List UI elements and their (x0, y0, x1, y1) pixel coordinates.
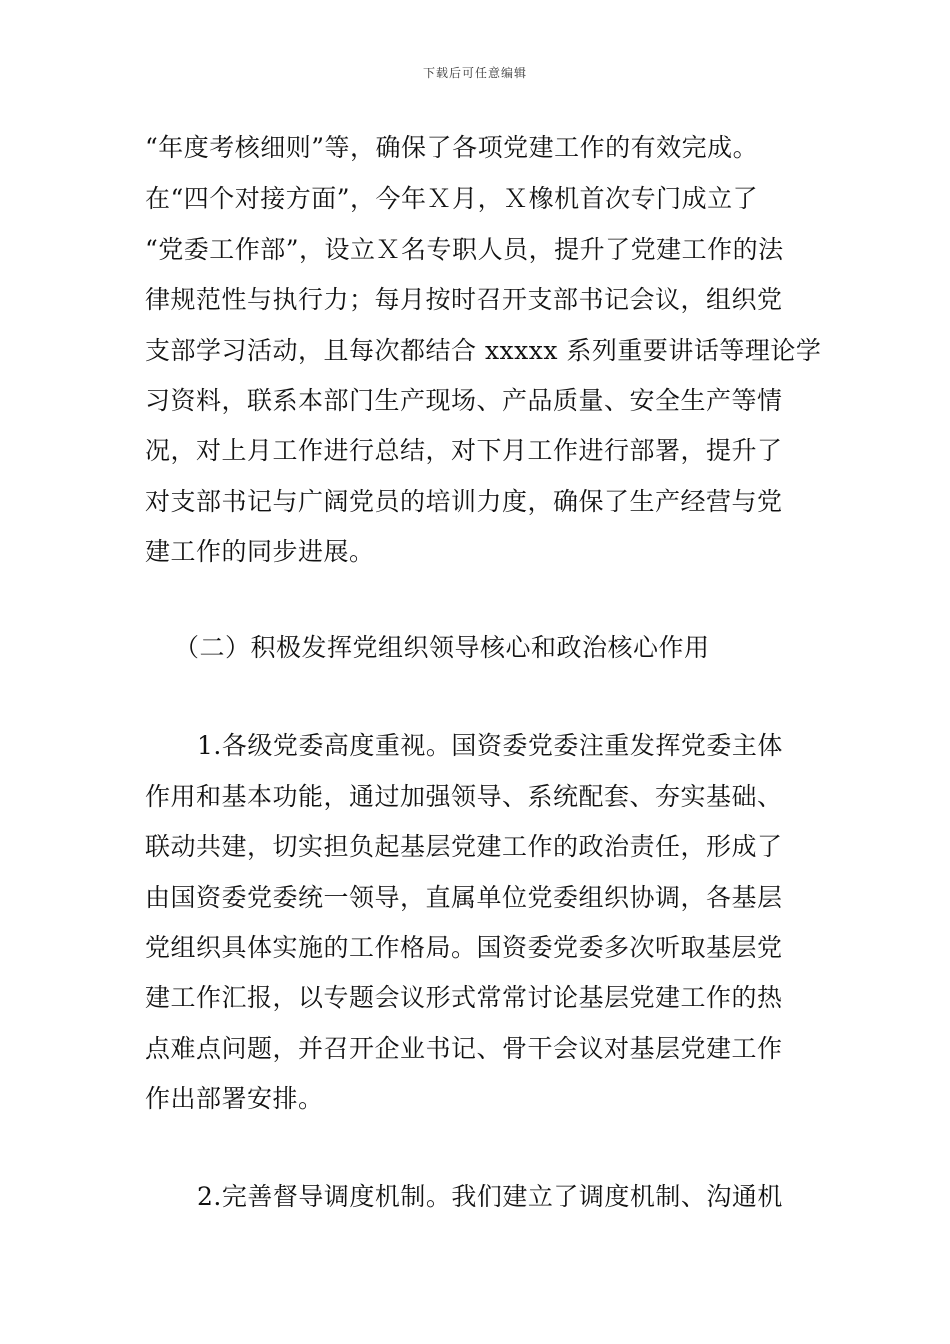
section-heading: （二）积极发挥党组织领导核心和政治核心作用 (174, 633, 710, 662)
text-line: 律规范性与执行力；每月按时召开支部书记会议，组织党 (145, 285, 783, 314)
text-line: “年度考核细则”等，确保了各项党建工作的有效完成。 (145, 133, 759, 162)
paragraph-first-line: 2.完善督导调度机制。我们建立了调度机制、沟通机 (197, 1182, 783, 1211)
text-line: 习资料，联系本部门生产现场、产品质量、安全生产等情 (145, 386, 783, 415)
page-header-note: 下载后可任意编辑 (422, 66, 527, 80)
text-line: 对支部书记与广阔党员的培训力度，确保了生产经营与党 (145, 487, 783, 516)
text-line: 建工作汇报，以专题会议形式常常讨论基层党建工作的热 (145, 983, 783, 1012)
text-line: 况，对上月工作进行总结，对下月工作进行部署，提升了 (145, 436, 783, 465)
text-line: 由国资委党委统一领导，直属单位党委组织协调，各基层 (145, 883, 783, 912)
text-line: 作用和基本功能，通过加强领导、系统配套、夯实基础、 (145, 782, 783, 811)
text-line: 支部学习活动，且每次都结合 xxxxx 系列重要讲话等理论学 (145, 336, 822, 365)
text-line: 在“四个对接方面”，今年Ｘ月，Ｘ橡机首次专门成立了 (145, 184, 759, 213)
text-line: 作出部署安排。 (145, 1084, 324, 1113)
text-line: 点难点问题，并召开企业书记、骨干会议对基层党建工作 (145, 1034, 783, 1063)
text-line: 党组织具体实施的工作格局。国资委党委多次听取基层党 (145, 933, 783, 962)
text-line: 建工作的同步进展。 (145, 537, 375, 566)
text-line: 联动共建，切实担负起基层党建工作的政治责任，形成了 (145, 832, 783, 861)
text-line: “党委工作部”，设立Ｘ名专职人员，提升了党建工作的法 (145, 235, 784, 264)
paragraph-first-line: 1.各级党委高度重视。国资委党委注重发挥党委主体 (197, 731, 783, 760)
